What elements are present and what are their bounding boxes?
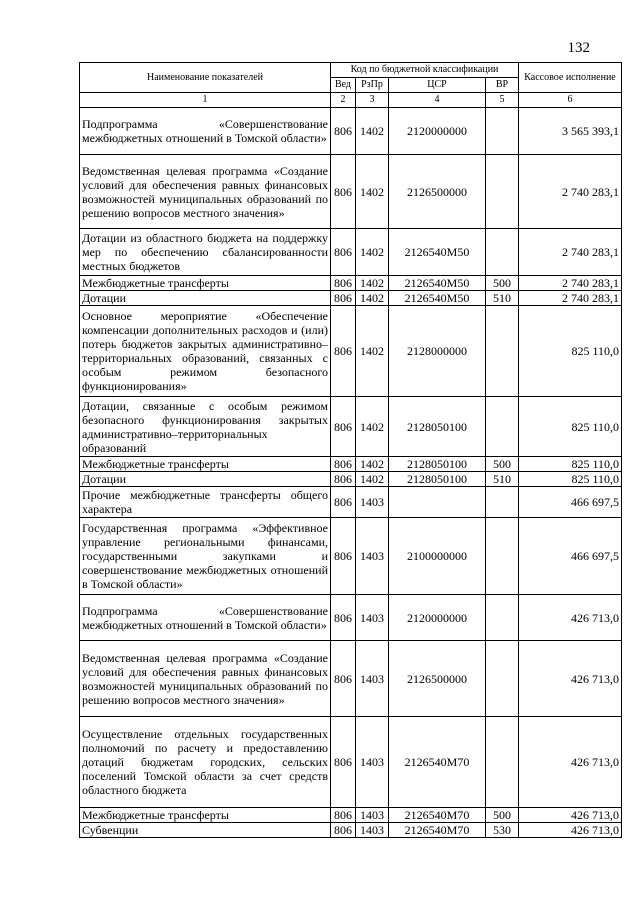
column-number-row: [80, 93, 622, 108]
row-name: Осуществление отдельных государственных полномочий по расчету и предоставлению дотаций бюджетам городских, сельских поселений Томской области за счет средств областного бюджета: [80, 717, 331, 808]
row-csr: [389, 487, 486, 518]
table-row: [80, 595, 622, 641]
table-body: [80, 108, 622, 838]
row-ved: 806: [331, 641, 356, 717]
row-ved: 806: [331, 823, 356, 838]
row-ved: 806: [331, 306, 356, 397]
row-name: Подпрограмма «Совершенствование межбюджетных отношений в Томской области»: [80, 595, 331, 641]
table-row: [80, 472, 622, 487]
table-row: [80, 457, 622, 472]
row-ved: 806: [331, 229, 356, 276]
row-vr: [486, 595, 519, 641]
header-name: Наименование показателей: [80, 63, 331, 93]
row-rzpr: 1403: [356, 518, 389, 595]
row-ved: 806: [331, 457, 356, 472]
row-vr: 500: [486, 808, 519, 823]
row-amount: 466 697,5: [519, 487, 622, 518]
row-rzpr: 1402: [356, 306, 389, 397]
row-csr: 2128000000: [389, 306, 486, 397]
table-row: [80, 108, 622, 155]
table-row: [80, 518, 622, 595]
row-amount: 2 740 283,1: [519, 155, 622, 229]
row-csr: 2120000000: [389, 108, 486, 155]
budget-table: [79, 62, 622, 838]
row-name: Межбюджетные трансферты: [80, 808, 331, 823]
row-rzpr: 1402: [356, 229, 389, 276]
row-amount: 2 740 283,1: [519, 276, 622, 291]
row-rzpr: 1402: [356, 276, 389, 291]
table-row: [80, 397, 622, 457]
row-rzpr: 1402: [356, 155, 389, 229]
row-csr: 2128050100: [389, 457, 486, 472]
row-amount: 825 110,0: [519, 397, 622, 457]
table-row: [80, 306, 622, 397]
table-header: [80, 63, 622, 108]
row-rzpr: 1403: [356, 717, 389, 808]
row-vr: [486, 717, 519, 808]
row-amount: 2 740 283,1: [519, 229, 622, 276]
row-vr: [486, 518, 519, 595]
row-amount: 2 740 283,1: [519, 291, 622, 306]
column-number: 1: [80, 93, 331, 108]
row-name: Государственная программа «Эффективное управление региональными финансами, государственными закупками и совершенствование межбюджетных отношений в Томской области»: [80, 518, 331, 595]
table-row: [80, 276, 622, 291]
row-csr: 2120000000: [389, 595, 486, 641]
row-vr: 500: [486, 276, 519, 291]
row-rzpr: 1402: [356, 397, 389, 457]
row-name: Межбюджетные трансферты: [80, 457, 331, 472]
row-csr: 2126540M70: [389, 823, 486, 838]
row-csr: 2128050100: [389, 397, 486, 457]
row-name: Субвенции: [80, 823, 331, 838]
row-vr: [486, 108, 519, 155]
row-name: Межбюджетные трансферты: [80, 276, 331, 291]
table-row: [80, 823, 622, 838]
row-name: Дотации из областного бюджета на поддержку мер по обеспечению сбалансированности местных бюджетов: [80, 229, 331, 276]
row-csr: 2126500000: [389, 641, 486, 717]
row-rzpr: 1403: [356, 823, 389, 838]
table-row: [80, 229, 622, 276]
row-rzpr: 1403: [356, 595, 389, 641]
column-number: 6: [519, 93, 622, 108]
row-ved: 806: [331, 808, 356, 823]
row-name: Ведомственная целевая программа «Создание условий для обеспечения равных финансовых возможностей муниципальных образований по решению вопросов местного значения»: [80, 641, 331, 717]
row-vr: 500: [486, 457, 519, 472]
row-csr: 2126540M70: [389, 717, 486, 808]
row-name: Дотации, связанные с особым режимом безопасного функционирования закрытых административно–территориальных образований: [80, 397, 331, 457]
row-name: Дотации: [80, 472, 331, 487]
row-amount: 426 713,0: [519, 717, 622, 808]
row-csr: 2126540M50: [389, 229, 486, 276]
row-ved: 806: [331, 472, 356, 487]
row-vr: 510: [486, 291, 519, 306]
header-rzpr: РзПр: [356, 78, 389, 93]
table-row: [80, 641, 622, 717]
row-rzpr: 1402: [356, 108, 389, 155]
row-amount: 825 110,0: [519, 457, 622, 472]
row-ved: 806: [331, 397, 356, 457]
row-amount: 426 713,0: [519, 808, 622, 823]
table-row: [80, 487, 622, 518]
row-name: Ведомственная целевая программа «Создание условий для обеспечения равных финансовых возможностей муниципальных образований по решению вопросов местного значения»: [80, 155, 331, 229]
row-csr: 2126540M50: [389, 276, 486, 291]
row-amount: 466 697,5: [519, 518, 622, 595]
header-csr: ЦСР: [389, 78, 486, 93]
column-number: 5: [486, 93, 519, 108]
row-csr: 2126500000: [389, 155, 486, 229]
row-ved: 806: [331, 276, 356, 291]
row-csr: 2100000000: [389, 518, 486, 595]
table-row: [80, 808, 622, 823]
row-csr: 2128050100: [389, 472, 486, 487]
row-vr: 530: [486, 823, 519, 838]
row-name: Прочие межбюджетные трансферты общего характера: [80, 487, 331, 518]
row-rzpr: 1402: [356, 291, 389, 306]
row-ved: 806: [331, 717, 356, 808]
row-name: Основное мероприятие «Обеспечение компенсации дополнительных расходов и (или) потерь бюджетов закрытых административно–территориальных образований, связанных с особым режимом безопасного функционирования»: [80, 306, 331, 397]
header-code-group: Код по бюджетной классификации: [331, 63, 519, 78]
header-amount: Кассовое исполнение: [519, 63, 622, 93]
row-vr: [486, 229, 519, 276]
row-amount: 3 565 393,1: [519, 108, 622, 155]
row-amount: 426 713,0: [519, 641, 622, 717]
row-vr: [486, 641, 519, 717]
row-ved: 806: [331, 595, 356, 641]
row-vr: [486, 397, 519, 457]
row-vr: [486, 306, 519, 397]
row-rzpr: 1403: [356, 487, 389, 518]
row-rzpr: 1402: [356, 457, 389, 472]
row-ved: 806: [331, 291, 356, 306]
row-ved: 806: [331, 155, 356, 229]
table-row: [80, 155, 622, 229]
column-number: 4: [389, 93, 486, 108]
column-number: 3: [356, 93, 389, 108]
row-rzpr: 1403: [356, 641, 389, 717]
row-ved: 806: [331, 108, 356, 155]
header-vr: ВР: [486, 78, 519, 93]
row-name: Дотации: [80, 291, 331, 306]
row-vr: [486, 487, 519, 518]
row-ved: 806: [331, 518, 356, 595]
table-row: [80, 717, 622, 808]
header-ved: Вед: [331, 78, 356, 93]
row-amount: 426 713,0: [519, 595, 622, 641]
table-row: [80, 291, 622, 306]
column-number: 2: [331, 93, 356, 108]
row-vr: 510: [486, 472, 519, 487]
row-rzpr: 1402: [356, 472, 389, 487]
row-name: Подпрограмма «Совершенствование межбюджетных отношений в Томской области»: [80, 108, 331, 155]
row-amount: 825 110,0: [519, 306, 622, 397]
row-vr: [486, 155, 519, 229]
page-number: 132: [567, 40, 590, 56]
row-csr: 2126540M70: [389, 808, 486, 823]
row-csr: 2126540M50: [389, 291, 486, 306]
row-rzpr: 1403: [356, 808, 389, 823]
row-amount: 825 110,0: [519, 472, 622, 487]
row-amount: 426 713,0: [519, 823, 622, 838]
row-ved: 806: [331, 487, 356, 518]
